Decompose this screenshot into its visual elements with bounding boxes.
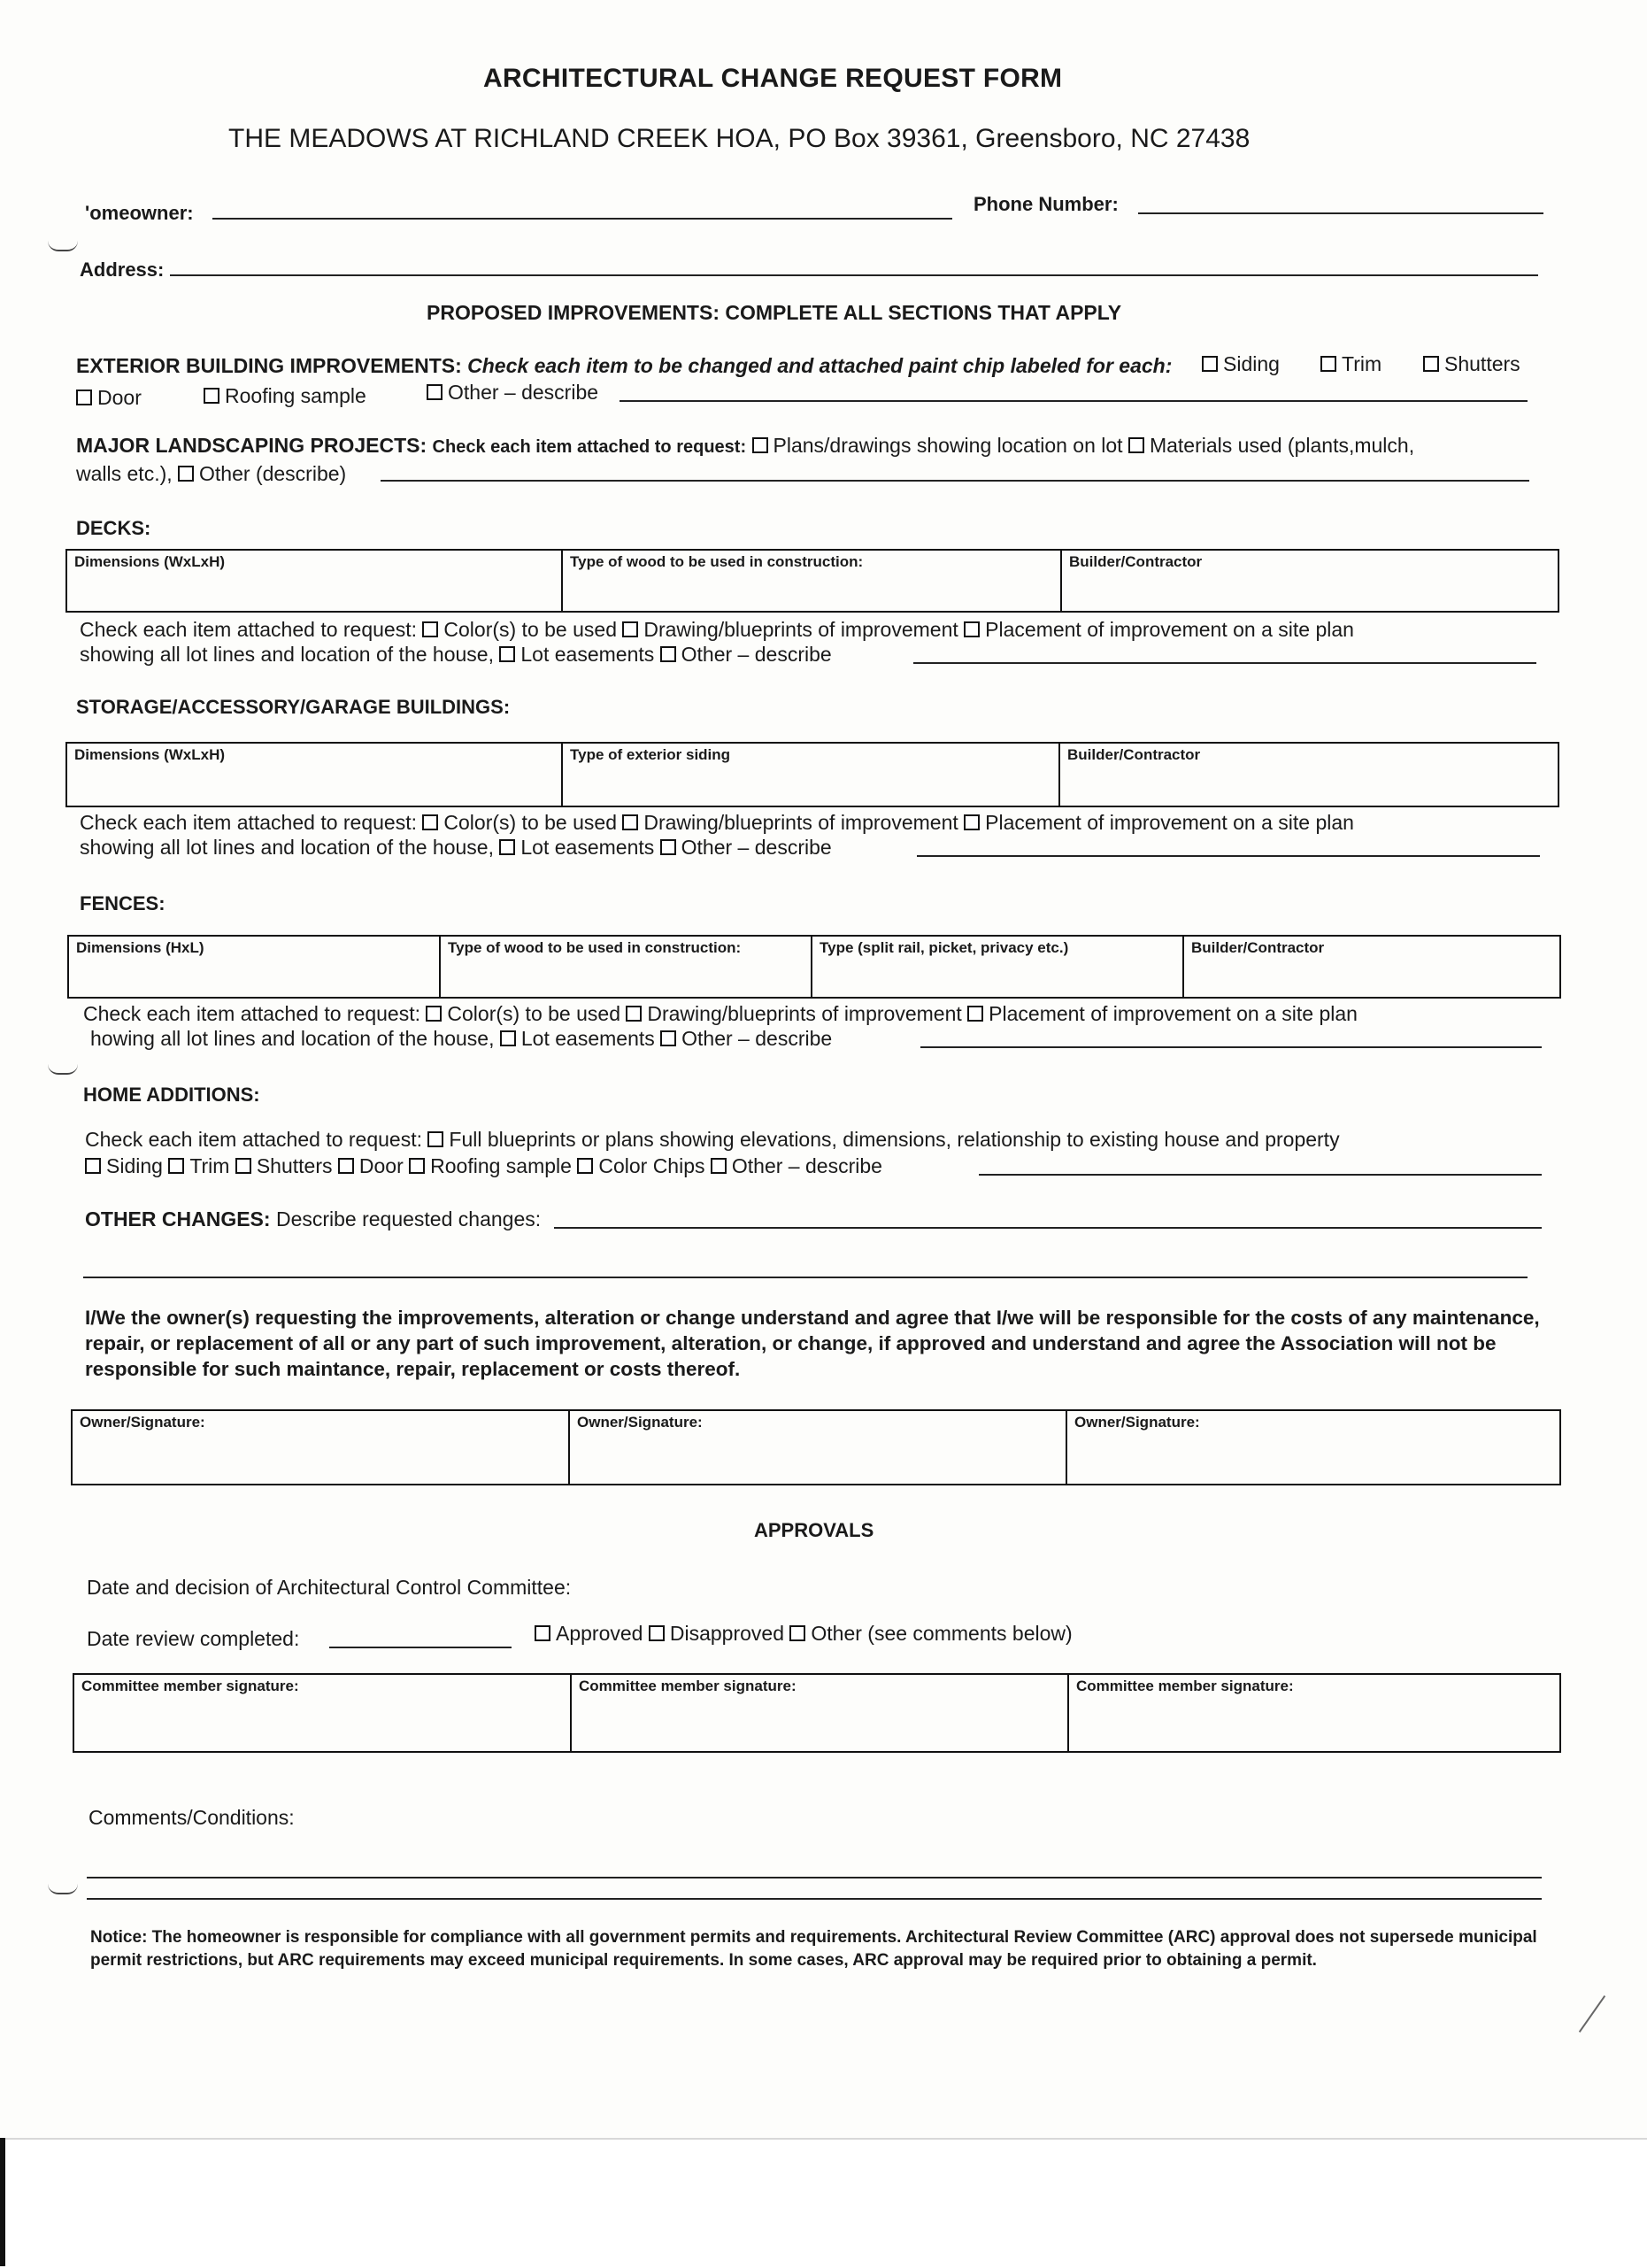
fences-label: FENCES: (80, 892, 165, 914)
checkbox-icon[interactable] (660, 646, 676, 662)
decks-other[interactable]: Other – describe (660, 643, 832, 666)
landscaping-row-1: MAJOR LANDSCAPING PROJECTS: Check each item attached to request: Plans/drawings showing location on lot Materials used (plants,mulch, (76, 434, 1415, 457)
decks-placement[interactable]: Placement of improvement on a site plan (964, 618, 1354, 641)
home-additions-row-1: Check each item attached to request: Full blueprints or plans showing elevations, dimensions, relationship to existing house and property (85, 1128, 1340, 1151)
checkbox-icon[interactable] (967, 1006, 983, 1022)
exterior-siding[interactable]: Siding (1202, 352, 1280, 376)
notice-text: Notice: The homeowner is responsible for compliance with all government permits and requirements. Architectural Review Committee (ARC) approval does not supersede municipal permit restrictions, but ARC requirements may exceed municipal requirements. In some cases, ARC approval may be required prior to obtaining a permit. (90, 1928, 1537, 1970)
landscaping-plans[interactable]: Plans/drawings showing location on lot (752, 434, 1123, 457)
exterior-trim[interactable]: Trim (1320, 352, 1381, 376)
landscaping-label: MAJOR LANDSCAPING PROJECTS: (76, 434, 427, 457)
comments-field-1[interactable] (87, 1877, 1542, 1878)
owner-signature-cell-1[interactable]: Owner/Signature: (73, 1411, 570, 1484)
date-decision-label: Date and decision of Architectural Control Committee: (87, 1576, 572, 1599)
fences-builder-cell[interactable]: Builder/Contractor (1191, 939, 1325, 956)
decks-easements[interactable]: Lot easements (499, 643, 654, 666)
other-changes-row: OTHER CHANGES: Describe requested changes: (85, 1207, 542, 1230)
checkbox-icon[interactable] (711, 1158, 727, 1174)
exterior-other-field[interactable] (620, 400, 1528, 402)
home-additions-blueprints[interactable]: Full blueprints or plans showing elevations, dimensions, relationship to existing house and property (427, 1128, 1339, 1151)
fences-type-cell[interactable]: Type (split rail, picket, privacy etc.) (812, 937, 1184, 997)
homeowner-label: 'omeowner: (85, 202, 194, 224)
home-additions-row-2 (85, 1154, 882, 1178)
owner-signature-cell-2[interactable]: Owner/Signature: (570, 1411, 1067, 1484)
review-completed-field[interactable] (329, 1647, 512, 1648)
fences-colors[interactable]: Color(s) to be used (426, 1002, 620, 1025)
fences-checklist-row-2: howing all lot lines and location of the house, Lot easements Other – describe (90, 1027, 833, 1050)
storage-builder-cell[interactable]: Builder/Contractor (1067, 746, 1201, 763)
fences-placement[interactable]: Placement of improvement on a site plan (967, 1002, 1358, 1025)
checkbox-icon[interactable] (499, 646, 515, 662)
fences-dimensions-cell[interactable]: Dimensions (HxL) (69, 937, 441, 997)
home-additions-label: HOME ADDITIONS: (83, 1084, 260, 1106)
decks-label: DECKS: (76, 517, 151, 539)
home-additions-trim[interactable]: Trim (168, 1154, 229, 1177)
checkbox-icon[interactable] (338, 1158, 354, 1174)
storage-checklist-row-2: showing all lot lines and location of the house, Lot easements Other – describe (80, 836, 832, 859)
other-changes-field-1[interactable] (554, 1227, 1542, 1229)
checkbox-icon[interactable] (500, 1030, 516, 1046)
owner-signature-cell-3[interactable]: Owner/Signature: (1074, 1414, 1200, 1431)
storage-colors[interactable]: Color(s) to be used (422, 811, 617, 834)
scanner-edge (0, 2138, 5, 2266)
decks-dimensions-cell[interactable]: Dimensions (WxLxH) (67, 551, 563, 611)
agreement-text: I/We the owner(s) requesting the improvements, alteration or change understand and agree that I/we will be responsible for the costs of any maintenance, repair, or replacement of all or any part of such improvement, alteration, or change, if approved and understand and agree the Association will not be responsible for such maintance, repair, replacement or costs thereof. (85, 1307, 1540, 1380)
home-additions-door[interactable]: Door (338, 1154, 404, 1177)
other-option[interactable]: Other (see comments below) (789, 1622, 1072, 1645)
proposed-heading: PROPOSED IMPROVEMENTS: COMPLETE ALL SECTIONS THAT APPLY (427, 301, 1122, 324)
checkbox-icon[interactable] (85, 1158, 101, 1174)
fences-checklist-row-1: Check each item attached to request: Color(s) to be used Drawing/blueprints of improvement Placement of improvement on a site plan (83, 1002, 1358, 1025)
exterior-row-1 (76, 354, 1172, 378)
address-label: Address: (80, 258, 165, 281)
comments-field-2[interactable] (87, 1898, 1542, 1900)
homeowner-field[interactable] (212, 218, 952, 220)
storage-label: STORAGE/ACCESSORY/GARAGE BUILDINGS: (76, 696, 511, 718)
checkbox-icon[interactable] (427, 384, 443, 400)
comments-label: Comments/Conditions: (89, 1806, 295, 1829)
phone-field[interactable] (1138, 212, 1543, 214)
checkbox-icon[interactable] (964, 621, 980, 637)
checkbox-icon[interactable] (427, 1131, 443, 1147)
checkbox-icon[interactable] (535, 1625, 550, 1641)
fences-other[interactable]: Other – describe (660, 1027, 832, 1050)
checkbox-icon[interactable] (622, 814, 638, 830)
exterior-shutters[interactable]: Shutters (1423, 352, 1520, 376)
storage-checklist-row-1: Check each item attached to request: Color(s) to be used Drawing/blueprints of improvement Placement of improvement on a site plan (80, 811, 1354, 834)
storage-siding-cell[interactable]: Type of exterior siding (563, 744, 1060, 806)
approved-option[interactable]: Approved (535, 1622, 643, 1645)
exterior-other[interactable]: Other – describe (427, 381, 598, 405)
scan-mark (1579, 1995, 1605, 2033)
exterior-roofing[interactable]: Roofing sample (204, 384, 366, 408)
checkbox-icon[interactable] (622, 621, 638, 637)
checkbox-icon[interactable] (626, 1006, 642, 1022)
decks-table (65, 549, 1559, 613)
checkbox-icon[interactable] (789, 1625, 805, 1641)
checkbox-icon[interactable] (660, 839, 676, 855)
fences-drawing[interactable]: Drawing/blueprints of improvement (626, 1002, 961, 1025)
checkbox-icon[interactable] (426, 1006, 442, 1022)
checkbox-icon[interactable] (577, 1158, 593, 1174)
exterior-instruction: Check each item to be changed and attached paint chip labeled for each: (467, 354, 1173, 377)
decks-colors[interactable]: Color(s) to be used (422, 618, 617, 641)
home-additions-other-field[interactable] (979, 1174, 1542, 1176)
checkbox-icon[interactable] (422, 621, 438, 637)
checkbox-icon[interactable] (660, 1030, 676, 1046)
fences-other-field[interactable] (920, 1046, 1542, 1048)
landscaping-row-2: walls etc.), Other (describe) (76, 462, 347, 485)
storage-dimensions-cell[interactable]: Dimensions (WxLxH) (67, 744, 563, 806)
committee-signature-cell-3[interactable]: Committee member signature: (1076, 1678, 1294, 1694)
landscaping-other[interactable]: Other (describe) (178, 462, 346, 485)
checkbox-icon[interactable] (178, 466, 194, 482)
home-additions-roofing[interactable]: Roofing sample (409, 1154, 572, 1177)
fences-wood-cell[interactable]: Type of wood to be used in construction: (441, 937, 812, 997)
storage-table (65, 742, 1559, 807)
fences-easements[interactable]: Lot easements (500, 1027, 655, 1050)
storage-placement[interactable]: Placement of improvement on a site plan (964, 811, 1354, 834)
form-title: ARCHITECTURAL CHANGE REQUEST FORM (483, 64, 1063, 93)
exterior-door[interactable]: Door (76, 386, 142, 410)
committee-signature-cell-2[interactable]: Committee member signature: (572, 1675, 1069, 1751)
checkbox-icon[interactable] (1423, 356, 1439, 372)
decks-drawing[interactable]: Drawing/blueprints of improvement (622, 618, 958, 641)
checkbox-icon[interactable] (1202, 356, 1218, 372)
scan-mark (48, 1064, 78, 1075)
other-changes-field-2[interactable] (83, 1277, 1528, 1278)
checkbox-icon[interactable] (235, 1158, 251, 1174)
checkbox-icon[interactable] (752, 437, 768, 453)
home-additions-other[interactable]: Other – describe (711, 1154, 882, 1177)
review-completed-label: Date review completed: (87, 1627, 300, 1650)
other-changes-label: OTHER CHANGES: (85, 1207, 271, 1230)
checkbox-icon[interactable] (204, 388, 219, 404)
storage-easements[interactable]: Lot easements (499, 836, 654, 859)
exterior-label: EXTERIOR BUILDING IMPROVEMENTS: (76, 354, 462, 377)
home-additions-shutters[interactable]: Shutters (235, 1154, 333, 1177)
landscaping-materials[interactable]: Materials used (plants,mulch, (1128, 434, 1414, 457)
address-field[interactable] (170, 274, 1538, 276)
checkbox-icon[interactable] (1128, 437, 1144, 453)
scan-mark (48, 241, 78, 251)
scanner-margin (0, 2138, 1647, 2268)
storage-other[interactable]: Other – describe (660, 836, 832, 859)
checkbox-icon[interactable] (649, 1625, 665, 1641)
storage-drawing[interactable]: Drawing/blueprints of improvement (622, 811, 958, 834)
checkbox-icon[interactable] (1320, 356, 1336, 372)
fences-table (67, 935, 1561, 999)
owner-signature-table (71, 1409, 1561, 1485)
disapproved-option[interactable]: Disapproved (649, 1622, 784, 1645)
decks-wood-cell[interactable]: Type of wood to be used in construction: (563, 551, 1062, 611)
decks-checklist-row-1: Check each item attached to request: Color(s) to be used Drawing/blueprints of improvement Placement of improvement on a site plan (80, 618, 1354, 641)
checkbox-icon[interactable] (76, 390, 92, 405)
decks-other-field[interactable] (913, 662, 1536, 664)
checkbox-icon[interactable] (964, 814, 980, 830)
home-additions-color-chips[interactable]: Color Chips (577, 1154, 704, 1177)
checkbox-icon[interactable] (499, 839, 515, 855)
checkbox-icon[interactable] (422, 814, 438, 830)
decks-builder-cell[interactable]: Builder/Contractor (1069, 553, 1203, 570)
checkbox-icon[interactable] (168, 1158, 184, 1174)
scan-mark (48, 1884, 78, 1894)
hoa-address: THE MEADOWS AT RICHLAND CREEK HOA, PO Box 39361, Greensboro, NC 27438 (228, 124, 1251, 153)
committee-signature-table (73, 1673, 1561, 1753)
decision-options (535, 1622, 1073, 1646)
committee-signature-cell-1[interactable]: Committee member signature: (74, 1675, 572, 1751)
home-additions-siding[interactable]: Siding (85, 1154, 163, 1177)
approvals-heading: APPROVALS (754, 1519, 874, 1541)
checkbox-icon[interactable] (409, 1158, 425, 1174)
landscaping-other-field[interactable] (381, 480, 1529, 482)
storage-other-field[interactable] (917, 855, 1540, 857)
decks-checklist-row-2: showing all lot lines and location of the house, Lot easements Other – describe (80, 643, 832, 666)
phone-label: Phone Number: (974, 193, 1119, 215)
